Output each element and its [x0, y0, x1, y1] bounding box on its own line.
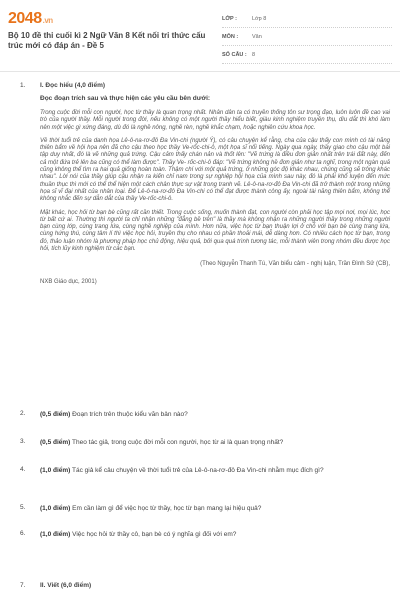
meta-value: 8	[252, 51, 256, 58]
question-number: 2.	[20, 410, 26, 417]
question-text	[40, 466, 390, 475]
question-text	[40, 530, 390, 539]
meta-label: MÔN :	[222, 33, 239, 40]
source-line: NXB Giáo dục, 2001)	[40, 278, 97, 285]
question-points: (0,5 điểm)	[40, 411, 71, 418]
meta-row-subject	[222, 28, 392, 46]
question-text	[40, 504, 390, 513]
question-points: (0,5 điểm)	[40, 439, 71, 446]
meta-label: LỚP :	[222, 15, 237, 22]
question-prompt: Tác giả kể câu chuyện về thời tuổi trẻ của Lê-ô-na-rơ-đô Đa Vin-chi nhằm mục đích gì?	[70, 467, 324, 474]
logo-text: 2048	[8, 10, 42, 27]
source-line: (Theo Nguyễn Thanh Tú, Văn biểu cảm - nghị luận, Trần Đình Sử (CB),	[200, 261, 390, 268]
question-points: (1,0 điểm)	[40, 531, 71, 538]
question-number: 5.	[20, 504, 26, 511]
header-divider	[0, 71, 400, 72]
meta-value: Lớp 8	[252, 15, 267, 22]
passage-paragraph-3: Mặt khác, học hỏi từ bạn bè cũng rất cần thiết. Trong cuộc sống, muốn thành đạt, con người còn phải học tập mọi nơi, mọi lúc, học từ bất cứ ai. Thường thì người ta chỉ nhận những "đẳng bề trên" là thầy mà không nhận ra những người thầy trong những người bạn cùng lớp, cùng trang lứa, cùng nghề nghiệp của mình. Hơn nữa, việc học từ bạn thuận lợi ở chỗ với bạn bè cùng trang lứa, cùng hứng thú, cùng tâm lí thì việc học hỏi, truyền thụ cho nhau có phần thoải mái, dễ dàng hơn. Có nhiều cách học từ bạn, trong đó, thảo luận nhóm là phương pháp học chủ động, hiệu quả, bởi qua quá trình tương tác, mỗi thành viên trong nhóm đều được học hỏi, tích lũy kinh nghiệm từ các bạn.	[40, 209, 390, 253]
question-number: 6.	[20, 530, 26, 537]
logo-suffix: .vn	[42, 16, 53, 25]
section-heading: I. Đọc hiểu (4,0 điểm)	[40, 82, 106, 89]
page-title: Bộ 10 đề thi cuối kì 2 Ngữ Văn 8 Kết nối tri thức cấu trúc mới có đáp án - Đề 5	[8, 31, 206, 50]
question-text	[40, 410, 390, 419]
meta-row-class	[222, 10, 392, 28]
header	[0, 0, 400, 70]
instruction: Đọc đoạn trích sau và thực hiện các yêu cầu bên dưới:	[40, 95, 211, 102]
meta-panel	[222, 10, 392, 64]
question-prompt: Em cần làm gì để việc học từ thầy, học từ bạn mang lại hiệu quả?	[70, 505, 262, 512]
section-heading: II. Viết (6,0 điểm)	[40, 582, 92, 589]
question-number: 4.	[20, 466, 26, 473]
question-prompt: Theo tác giả, trong cuộc đời mỗi con người, học từ ai là quan trọng nhất?	[70, 439, 284, 446]
question-points: (1,0 điểm)	[40, 467, 71, 474]
question-number: 1.	[20, 82, 26, 89]
passage-paragraph-1: Trong cuộc đời mỗi con người, học từ thầy là quan trọng nhất. Nhân dân ta có truyền thống tôn sư trọng đạo, luôn luôn đề cao vai trò của người thầy. Mỗi người trong đời, nếu không có một người thầy hiểu biết, giàu kinh nghiệm truyền thụ, dìu dắt thì khó làm nên một việc gì xứng đáng, dù đó là nghề nông, nghề rèn, nghề khắc chạm, hoặc nghiên cứu khoa học.	[40, 110, 390, 131]
meta-value: Văn	[252, 33, 262, 40]
site-logo[interactable]	[8, 10, 53, 28]
question-points: (1,0 điểm)	[40, 505, 71, 512]
question-prompt: Việc học hỏi từ thầy cô, bạn bè có ý nghĩa gì đối với em?	[70, 531, 237, 538]
meta-row-count	[222, 46, 392, 64]
question-body	[40, 82, 390, 286]
question-number: 7.	[20, 582, 26, 589]
passage-paragraph-2: Về thời tuổi trẻ của danh họa Lê-ô-na-rơ-đô Đa Vin-chi (người Ý), có câu chuyện kể rằng, cha của cậu thấy con mình có tài năng thiên bẩm về hội họa nên đã cho cậu theo học thầy Ve-rốc-chi-ô, một họa sĩ nổi tiếng. Ngày qua ngày, thầy giao cho cậu một bài tập duy nhất, đó là vẽ những quả trứng. Cậu cảm thấy chán nản và thốt lên: "Vẽ trứng là điều đơn giản nhất trên trái đất này, đến cả một đứa trẻ lên ba cũng có thể làm được". Thầy Ve- rốc-chi-ô đáp: "Vẽ trứng không hề đơn giản như ta nghĩ, trong một ngàn quả cũng không thể tìm ra hai quả giống hoàn toàn. Thậm chí với một quả trứng, ở những góc độ khác nhau, chúng cũng sẽ trông khác nhau". Lời nói của thầy giúp cậu nhận ra kiến chỉ nam trong sự nghiệp hội họa của mình sau này, đó là phải khổ luyện đến mức thuần thục thì mới có thể thể hiện một cách chân thực sự vật trong tranh vẽ. Lê-ô-na-rơ-đô Đa Vin-chi đã trở thành một trong những họa sĩ vĩ đại nhất của nhân loại. Để Lê-ô-na-rơ-đô Đa Vin-chi có thể đạt được thành công ấy, ngoài tài năng thiên bẩm, không thể không nhắc đến sự dẫn dắt của thầy Ve-rốc-chi-ô.	[40, 137, 390, 203]
question-number: 3.	[20, 438, 26, 445]
question-prompt: Đoạn trích trên thuộc kiểu văn bản nào?	[70, 411, 188, 418]
meta-label: SỐ CÂU :	[222, 51, 247, 58]
question-text	[40, 438, 390, 447]
